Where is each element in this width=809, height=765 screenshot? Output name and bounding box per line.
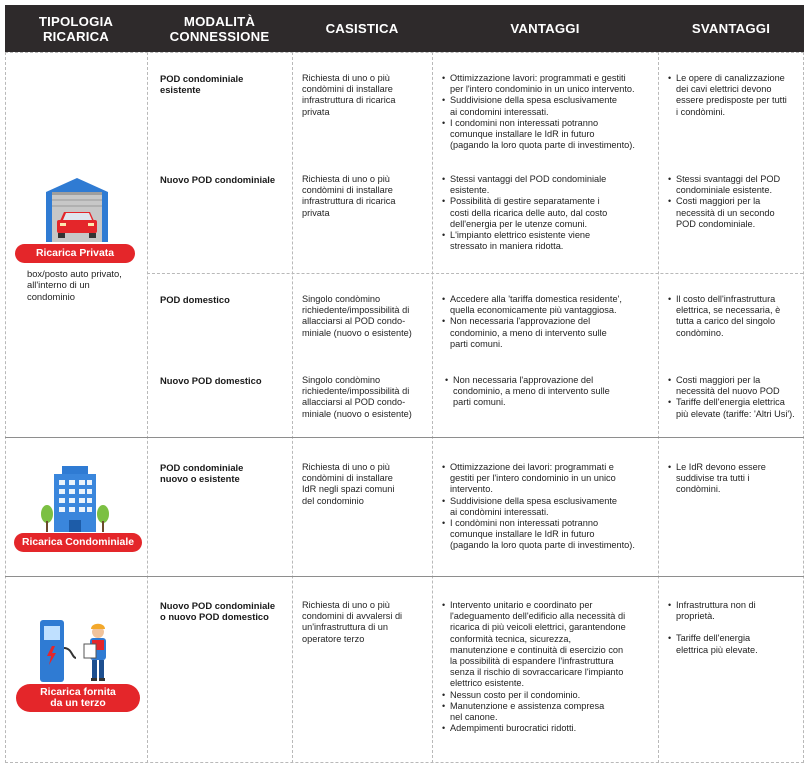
pod-type: Nuovo POD condominiale o nuovo POD domestico xyxy=(160,600,276,623)
svantaggi-list xyxy=(668,174,802,230)
column-divider xyxy=(432,52,433,763)
list-item: • Tariffe dell'energia elettrica più elevate. xyxy=(668,633,802,655)
list-item: • Manutenzione e assistenza compresa nel canone. xyxy=(442,701,656,723)
list-item: • Non necessaria l'approvazione del condominio, a meno di intervento sulle parti comuni. xyxy=(445,375,655,409)
list-item: • Il costo dell'infrastruttura elettrica, se necessaria, è tutta a carico del singolo condòmino. xyxy=(668,294,802,339)
pod-type: POD condominiale nuovo o esistente xyxy=(160,462,244,485)
list-item: • Costi maggiori per la necessità del nuovo POD xyxy=(668,375,804,397)
svantaggi-list xyxy=(668,294,802,339)
svantaggi-list xyxy=(668,73,802,118)
list-item: • L'impianto elettrico esistente viene stressato in maniera ridotta. xyxy=(442,230,656,252)
list-item: • Accedere alla 'tariffa domestica residente', quella economicamente più vantaggiosa. xyxy=(442,294,656,316)
list-item: • Nessun costo per il condominio. xyxy=(442,690,656,701)
charging-station-worker-icon xyxy=(40,618,112,682)
vantaggi-list xyxy=(442,294,656,350)
list-item: • Stessi vantaggi del POD condominiale esistente. xyxy=(442,174,656,196)
list-item: • I condòmini non interessati potranno comunque installare le IdR in futuro (pagando la loro quota parte di investimento). xyxy=(442,518,656,552)
svantaggi-list xyxy=(668,462,802,496)
column-divider xyxy=(658,52,659,763)
casistica-text: Richiesta di uno o più condòmini di installare IdR negli spazi comuni del condominio xyxy=(302,462,395,506)
list-item: • Ottimizzazione dei lavori: programmati e gestiti per l'intero condominio in un unico intervento. xyxy=(442,462,656,496)
pod-type: Nuovo POD domestico xyxy=(160,375,262,386)
casistica-text: Singolo condòmino richiedente/impossibilità di allacciarsi al POD condo- miniale (nuovo o esistente) xyxy=(302,375,412,419)
section-divider xyxy=(5,437,804,438)
list-item: • Adempimenti burocratici ridotti. xyxy=(442,723,656,734)
svantaggi-list xyxy=(668,600,802,656)
list-item: • Ottimizzazione lavori: programmati e gestiti per l'intero condominio in un unico intervento. xyxy=(442,73,656,95)
pod-type: POD condominiale esistente xyxy=(160,73,244,96)
pod-type: POD domestico xyxy=(160,294,230,305)
casistica-text: Singolo condòmino richiedente/impossibilità di allacciarsi al POD condo- miniale (nuovo o esistente) xyxy=(302,294,412,338)
label-ricarica-condominiale: Ricarica Condominiale xyxy=(14,533,142,552)
pod-type: Nuovo POD condominiale xyxy=(160,174,276,185)
list-item: • I condomini non interessati potranno comunque installare le IdR in futuro (pagando la loro quota parte di investimento). xyxy=(442,118,656,152)
label-ricarica-privata: Ricarica Privata xyxy=(15,244,135,263)
list-item: • Costi maggiori per la necessità di un secondo POD condominiale. xyxy=(668,196,802,230)
label-ricarica-terzo: Ricarica fornita da un terzo xyxy=(16,684,140,712)
list-item: • Le opere di canalizzazione dei cavi elettrici devono essere predisposte per tutti i condòmini. xyxy=(668,73,802,118)
header-tipologia: TIPOLOGIA RICARICA xyxy=(38,13,114,44)
row-divider xyxy=(147,273,803,274)
vantaggi-list xyxy=(445,375,655,409)
list-item: • Le IdR devono essere suddivise tra tutti i condòmini. xyxy=(668,462,802,496)
casistica-text: Richiesta di uno o più condòmini di installare infrastruttura di ricarica privata xyxy=(302,73,396,117)
vantaggi-list xyxy=(442,73,656,151)
vantaggi-list xyxy=(442,462,656,552)
column-divider xyxy=(147,52,148,763)
list-item: • Suddivisione della spesa esclusivamente ai condomini interessati. xyxy=(442,95,656,117)
table-header xyxy=(5,5,804,52)
list-item: • Non necessaria l'approvazione del condominio, a meno di intervento sulle parti comuni. xyxy=(442,316,656,350)
header-vantaggi: VANTAGGI xyxy=(510,21,580,36)
list-item: • Tariffe dell'energia elettrica più elevate (tariffe: 'Altri Usi'). xyxy=(668,397,804,419)
list-item: • Intervento unitario e coordinato per l'adeguamento dell'edificio alla necessità di ricarica di più veicoli elettrici, garantendone conformità tecnica, sicurezza, manutenzione e continuità di esercizio con la possibilità di espandere l'infrastruttura senza il rischio di sovraccaricare l'impianto elettrico esistente. xyxy=(442,600,656,690)
garage-car-icon xyxy=(46,178,108,242)
svantaggi-list xyxy=(668,375,804,420)
vantaggi-list xyxy=(442,174,656,252)
vantaggi-list xyxy=(442,600,656,734)
list-item: • Possibilità di gestire separatamente i costi della ricarica delle auto, dal costo dell'energia per le utenze comuni. xyxy=(442,196,656,230)
list-item: • Infrastruttura non di proprietà. xyxy=(668,600,802,622)
list-item: • Suddivisione della spesa esclusivamente ai condòmini interessati. xyxy=(442,496,656,518)
casistica-text: Richiesta di uno o più condomini di avvalersi di un'infrastruttura di un operatore terzo xyxy=(302,600,403,644)
section-divider xyxy=(5,576,804,577)
header-modalita: MODALITÀ CONNESSIONE xyxy=(169,13,270,44)
casistica-text: Richiesta di uno o più condòmini di installare infrastruttura di ricarica privata xyxy=(302,174,396,218)
privata-description: box/posto auto privato, all'interno di un condominio xyxy=(27,268,122,302)
column-divider xyxy=(292,52,293,763)
header-svantaggi: SVANTAGGI xyxy=(691,21,771,36)
apartment-building-icon xyxy=(40,466,110,532)
list-item: • Stessi svantaggi del POD condominiale esistente. xyxy=(668,174,802,196)
header-casistica: CASISTICA xyxy=(325,21,399,36)
